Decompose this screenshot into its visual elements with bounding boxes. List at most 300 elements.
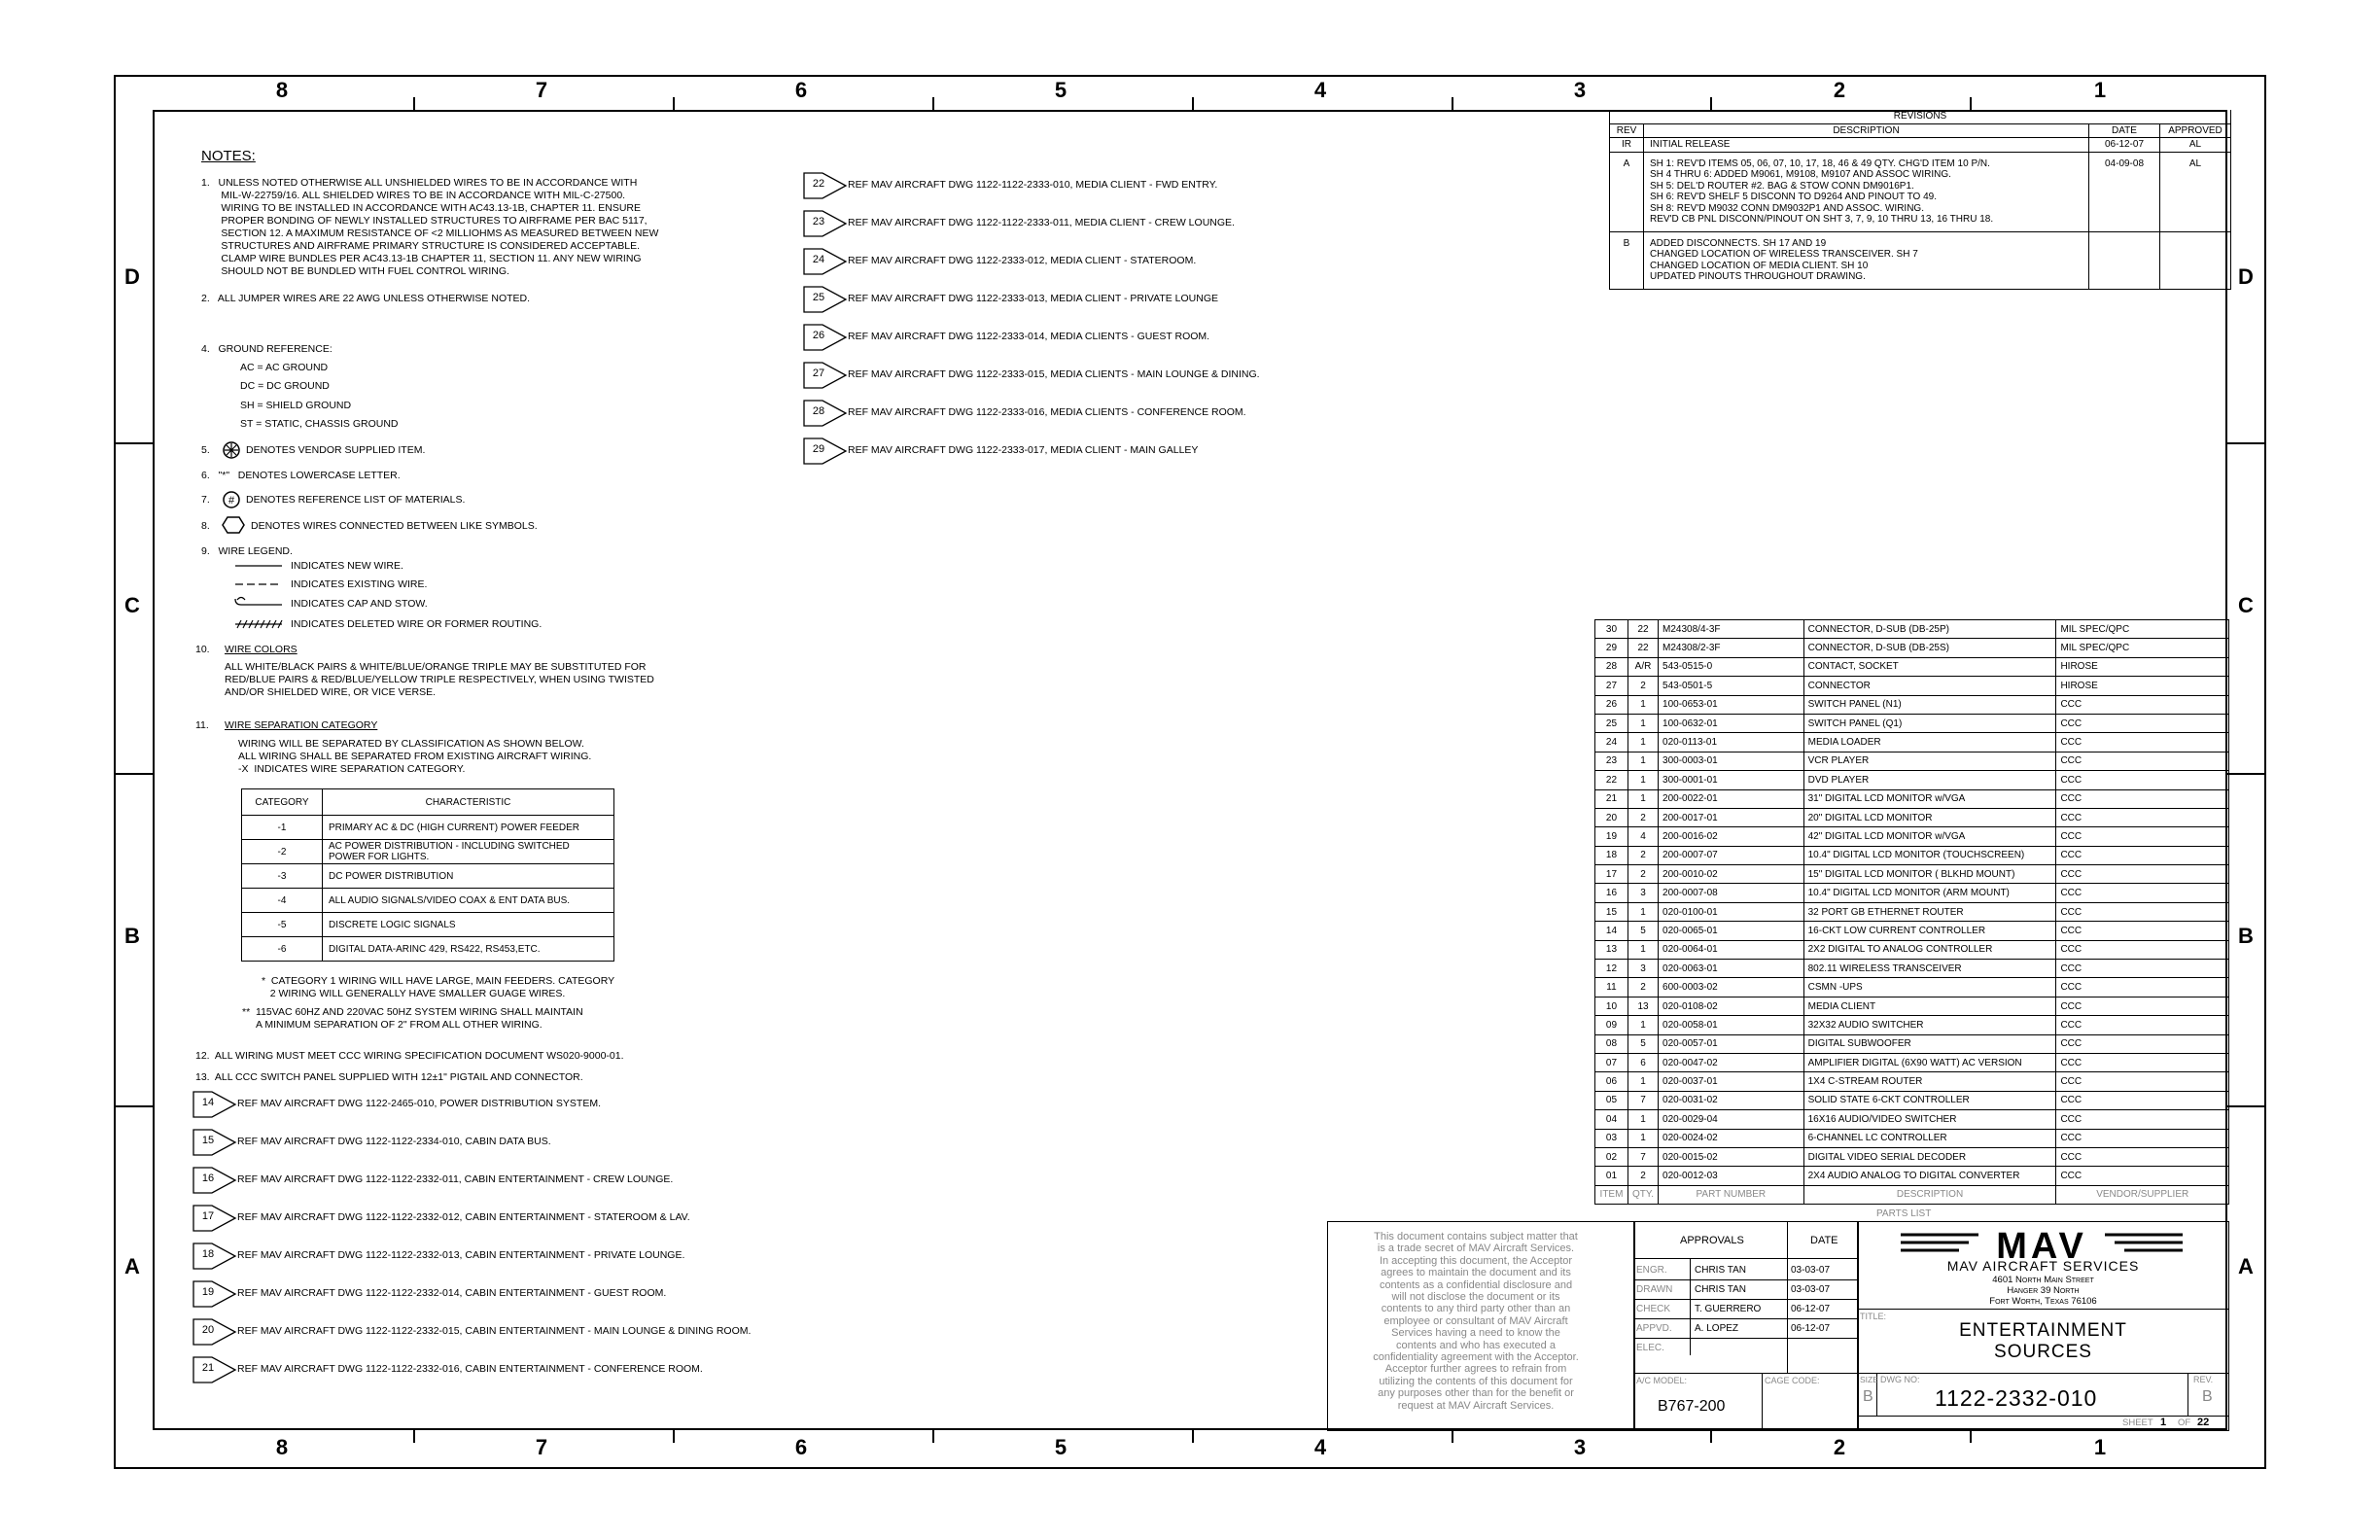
legend-cap: INDICATES CAP AND STOW. (291, 598, 428, 610)
parts-qty: 7 (1628, 1091, 1658, 1109)
parts-item: 30 (1595, 620, 1628, 639)
approval-date: 06-12-07 (1791, 1304, 1831, 1314)
zone-tick (932, 97, 934, 110)
parts-number: 020-0015-02 (1659, 1147, 1804, 1166)
revision-approved: AL (2160, 138, 2231, 153)
parts-qty: 2 (1628, 677, 1658, 695)
revision-row (1610, 152, 2231, 231)
parts-qty: 5 (1628, 1034, 1658, 1053)
parts-number: 100-0653-01 (1659, 695, 1804, 714)
parts-vendor: CCC (2056, 827, 2229, 846)
flag-number: 16 (201, 1172, 215, 1184)
zone-row-A: A (2238, 1254, 2254, 1278)
flag-number: 18 (201, 1248, 215, 1260)
parts-row (1595, 639, 2229, 657)
revision-date (2089, 231, 2160, 289)
category-row (242, 937, 614, 962)
sheet-total: 22 (2197, 1417, 2210, 1428)
parts-qty: 3 (1628, 960, 1658, 978)
category-characteristic: PRIMARY AC & DC (HIGH CURRENT) POWER FEEDER (323, 816, 614, 840)
legend-existing: INDICATES EXISTING WIRE. (291, 578, 428, 590)
flag-note-text: REF MAV AIRCRAFT DWG 1122-2333-013, MEDIA CLIENT - PRIVATE LOUNGE (848, 293, 1219, 304)
parts-qty: 4 (1628, 827, 1658, 846)
zone-column-1: 1 (2093, 1435, 2107, 1459)
sheet-number: 1 (2160, 1417, 2167, 1428)
separation-category-table (241, 788, 614, 962)
parts-description: 6-CHANNEL LC CONTROLLER (1803, 1129, 2056, 1147)
parts-row (1595, 808, 2229, 826)
parts-description: MEDIA LOADER (1803, 733, 2056, 752)
zone-tick (673, 1430, 675, 1443)
parts-vendor: MIL SPEC/QPC (2056, 620, 2229, 639)
parts-description: 20" DIGITAL LCD MONITOR (1803, 808, 2056, 826)
parts-qty: 6 (1628, 1053, 1658, 1071)
parts-item: 16 (1595, 884, 1628, 902)
parts-number: 020-0113-01 (1659, 733, 1804, 752)
approval-role: APPVD. (1636, 1323, 1672, 1334)
flag-number: 14 (201, 1097, 215, 1108)
approval-name: CHRIS TAN (1695, 1265, 1746, 1276)
parts-number: 020-0064-01 (1659, 940, 1804, 959)
parts-qty: 2 (1628, 1167, 1658, 1185)
zone-column-2: 2 (1833, 78, 1846, 102)
parts-description: CSMN -UPS (1803, 978, 2056, 997)
flag-note-text: REF MAV AIRCRAFT DWG 1122-1122-2332-011, CABIN ENTERTAINMENT - CREW LOUNGE. (237, 1173, 674, 1185)
parts-description: DIGITAL SUBWOOFER (1803, 1034, 2056, 1053)
parts-row (1595, 865, 2229, 884)
zone-column-5: 5 (1054, 1435, 1068, 1459)
note-11-num: 11. (195, 719, 209, 731)
zone-tick (2227, 1105, 2266, 1107)
parts-item: 17 (1595, 865, 1628, 884)
parts-vendor: HIROSE (2056, 677, 2229, 695)
parts-number: 200-0022-01 (1659, 789, 1804, 808)
parts-row (1595, 960, 2229, 978)
parts-vendor: CCC (2056, 1091, 2229, 1109)
note-8-num: 8. (201, 520, 210, 532)
category-row (242, 816, 614, 840)
parts-description: MEDIA CLIENT (1803, 997, 2056, 1015)
note-6: 6. "*" DENOTES LOWERCASE LETTER. (201, 470, 401, 481)
revision-description: INITIAL RELEASE (1644, 138, 2089, 153)
parts-footer-label: ITEM (1595, 1185, 1628, 1204)
parts-qty: 2 (1628, 846, 1658, 864)
parts-qty: 1 (1628, 789, 1658, 808)
zone-column-4: 4 (1313, 78, 1327, 102)
note-8-text: DENOTES WIRES CONNECTED BETWEEN LIKE SYMBOLS. (251, 520, 538, 532)
parts-vendor: CCC (2056, 1016, 2229, 1034)
parts-qty: 2 (1628, 865, 1658, 884)
zone-column-5: 5 (1054, 78, 1068, 102)
flag-note-text: REF MAV AIRCRAFT DWG 1122-1122-2332-013, CABIN ENTERTAINMENT - PRIVATE LOUNGE. (237, 1249, 685, 1261)
parts-vendor: CCC (2056, 978, 2229, 997)
flag-number: 27 (812, 368, 825, 379)
cage-code-label: CAGE CODE: (1765, 1376, 1820, 1385)
zone-column-3: 3 (1573, 1435, 1587, 1459)
flag-note-text: REF MAV AIRCRAFT DWG 1122-1122-2332-015, CABIN ENTERTAINMENT - MAIN LOUNGE & DINING ROOM. (237, 1325, 752, 1337)
parts-vendor: CCC (2056, 1072, 2229, 1091)
flag-number: 23 (812, 216, 825, 228)
note-13: 13. ALL CCC SWITCH PANEL SUPPLIED WITH 12±1" PIGTAIL AND CONNECTOR. (195, 1071, 583, 1083)
revision-letter: B (1610, 231, 1644, 289)
parts-row (1595, 695, 2229, 714)
legend-new: INDICATES NEW WIRE. (291, 560, 403, 572)
parts-number: 020-0037-01 (1659, 1072, 1804, 1091)
flag-note-24 (803, 248, 840, 275)
parts-row (1595, 997, 2229, 1015)
approval-date: 03-03-07 (1791, 1284, 1831, 1295)
parts-description: 2X2 DIGITAL TO ANALOG CONTROLLER (1803, 940, 2056, 959)
parts-number: 200-0007-07 (1659, 846, 1804, 864)
parts-item: 28 (1595, 657, 1628, 676)
parts-qty: 1 (1628, 940, 1658, 959)
parts-item: 14 (1595, 922, 1628, 940)
zone-column-7: 7 (535, 1435, 548, 1459)
approval-role: DRAWN (1636, 1284, 1673, 1295)
parts-row (1595, 846, 2229, 864)
flag-number: 28 (812, 405, 825, 417)
flag-note-text: REF MAV AIRCRAFT DWG 1122-1122-2332-014, CABIN ENTERTAINMENT - GUEST ROOM. (237, 1287, 667, 1299)
parts-qty: 1 (1628, 1016, 1658, 1034)
note-11-title: WIRE SEPARATION CATEGORY (225, 719, 378, 731)
flag-number: 29 (812, 443, 825, 455)
parts-item: 25 (1595, 714, 1628, 732)
parts-vendor: CCC (2056, 940, 2229, 959)
flag-note-20 (192, 1318, 229, 1346)
parts-row (1595, 1034, 2229, 1053)
flag-note-text: REF MAV AIRCRAFT DWG 1122-1122-2332-012, CABIN ENTERTAINMENT - STATEROOM & LAV. (237, 1211, 690, 1223)
flag-note-text: REF MAV AIRCRAFT DWG 1122-1122-2333-011, MEDIA CLIENT - CREW LOUNGE. (848, 217, 1235, 228)
drawing-title-line2: SOURCES (1994, 1342, 2092, 1362)
flag-number: 20 (201, 1324, 215, 1336)
parts-number: 200-0007-08 (1659, 884, 1804, 902)
zone-tick (1452, 1430, 1453, 1443)
category-header: CATEGORY (242, 789, 323, 816)
parts-footer-label: PART NUMBER (1659, 1185, 1804, 1204)
parts-vendor: CCC (2056, 714, 2229, 732)
parts-qty: 22 (1628, 620, 1658, 639)
revision-date: 04-09-08 (2089, 152, 2160, 231)
confidential-notice: This document contains subject matter that is a trade secret of MAV Aircraft Services. In accepting this document, the Acceptor agrees to maintain the document and its contents as a confidential disclosure and will not disclose the document or its contents to any third party other than an employee or consultant of MAV Aircraft Services having a need to know the contents and who has executed a confidentiality agreement with the Acceptor. Acceptor further agrees to refrain from utilizing the contents of this document for any purposes other than for the benefit or request at MAV Aircraft Services. (1373, 1231, 1579, 1412)
parts-list-caption: PARTS LIST (1876, 1208, 1932, 1219)
parts-vendor: CCC (2056, 733, 2229, 752)
flag-number: 15 (201, 1135, 215, 1146)
zone-tick (1710, 97, 1712, 110)
approval-name: CHRIS TAN (1695, 1284, 1746, 1295)
ground-dc: DC = DC GROUND (240, 380, 330, 392)
revision-row (1610, 231, 2231, 289)
parts-number: 300-0001-01 (1659, 771, 1804, 789)
parts-number: M24308/2-3F (1659, 639, 1804, 657)
zone-tick (2227, 442, 2266, 444)
parts-vendor: CCC (2056, 1129, 2229, 1147)
zone-column-1: 1 (2093, 78, 2107, 102)
parts-number: 543-0501-5 (1659, 677, 1804, 695)
revisions-title: REVISIONS (1610, 110, 2231, 123)
parts-number: 020-0065-01 (1659, 922, 1804, 940)
parts-number: 020-0063-01 (1659, 960, 1804, 978)
parts-vendor: CCC (2056, 808, 2229, 826)
category-characteristic: DIGITAL DATA-ARINC 429, RS422, RS453,ETC. (323, 937, 614, 962)
parts-item: 09 (1595, 1016, 1628, 1034)
size-value: B (1863, 1388, 1873, 1405)
note-5-num: 5. (201, 444, 210, 456)
parts-description: 15" DIGITAL LCD MONITOR ( BLKHD MOUNT) (1803, 865, 2056, 884)
parts-item: 03 (1595, 1129, 1628, 1147)
note-9: 9. WIRE LEGEND. (201, 545, 293, 557)
zone-tick (1970, 1430, 1972, 1443)
parts-item: 11 (1595, 978, 1628, 997)
zone-tick (932, 1430, 934, 1443)
parts-description: 802.11 WIRELESS TRANSCEIVER (1803, 960, 2056, 978)
approval-divider (1633, 1299, 1857, 1300)
zone-tick (1192, 1430, 1194, 1443)
parts-description: 32X32 AUDIO SWITCHER (1803, 1016, 2056, 1034)
parts-qty: 1 (1628, 695, 1658, 714)
vendor-symbol-icon (222, 440, 241, 460)
parts-item: 06 (1595, 1072, 1628, 1091)
revisions-block (1609, 110, 2231, 290)
category-row (242, 840, 614, 864)
zone-column-6: 6 (794, 78, 808, 102)
parts-description: DVD PLAYER (1803, 771, 2056, 789)
parts-item: 23 (1595, 752, 1628, 770)
size-label: SIZE (1860, 1375, 1878, 1384)
note-7-num: 7. (201, 494, 210, 506)
parts-description: 16X16 AUDIO/VIDEO SWITCHER (1803, 1110, 2056, 1129)
approval-date: 03-03-07 (1791, 1265, 1831, 1276)
zone-tick (1192, 97, 1194, 110)
category-header: CHARACTERISTIC (323, 789, 614, 816)
flag-note-27 (803, 362, 840, 389)
parts-vendor: CCC (2056, 1110, 2229, 1129)
parts-number: 020-0100-01 (1659, 902, 1804, 921)
approval-date: 06-12-07 (1791, 1323, 1831, 1334)
flag-note-text: REF MAV AIRCRAFT DWG 1122-1122-2334-010, CABIN DATA BUS. (237, 1136, 551, 1147)
address-2: Hanger 39 North (2007, 1285, 2080, 1296)
revision-header: DESCRIPTION (1644, 123, 2089, 138)
parts-qty: 1 (1628, 902, 1658, 921)
parts-vendor: CCC (2056, 846, 2229, 864)
flag-note-text: REF MAV AIRCRAFT DWG 1122-2333-014, MEDIA CLIENTS - GUEST ROOM. (848, 331, 1210, 342)
zone-tick (1710, 1430, 1712, 1443)
flag-note-21 (192, 1356, 229, 1383)
zone-tick (114, 773, 153, 775)
flag-note-17 (192, 1205, 229, 1232)
parts-number: 020-0108-02 (1659, 997, 1804, 1015)
parts-item: 08 (1595, 1034, 1628, 1053)
note-4: 4. GROUND REFERENCE: (201, 343, 332, 355)
parts-item: 20 (1595, 808, 1628, 826)
parts-vendor: CCC (2056, 884, 2229, 902)
parts-vendor: CCC (2056, 789, 2229, 808)
parts-description: 10.4" DIGITAL LCD MONITOR (ARM MOUNT) (1803, 884, 2056, 902)
parts-row (1595, 1072, 2229, 1091)
address-1: 4601 North Main Street (1992, 1275, 2094, 1285)
zone-tick (114, 1105, 153, 1107)
parts-description: 1X4 C-STREAM ROUTER (1803, 1072, 2056, 1091)
parts-qty: 1 (1628, 714, 1658, 732)
zone-tick (1452, 97, 1453, 110)
parts-item: 18 (1595, 846, 1628, 864)
parts-qty: 1 (1628, 1129, 1658, 1147)
zone-tick (114, 442, 153, 444)
parts-item: 10 (1595, 997, 1628, 1015)
parts-item: 01 (1595, 1167, 1628, 1185)
parts-item: 12 (1595, 960, 1628, 978)
parts-item: 21 (1595, 789, 1628, 808)
parts-vendor: CCC (2056, 1053, 2229, 1071)
approval-role: ELEC. (1636, 1343, 1664, 1353)
parts-number: 200-0017-01 (1659, 808, 1804, 826)
note-12: 12. ALL WIRING MUST MEET CCC WIRING SPECIFICATION DOCUMENT WS020-9000-01. (195, 1050, 624, 1062)
ac-model-label: A/C MODEL: (1636, 1376, 1688, 1385)
parts-qty: 1 (1628, 733, 1658, 752)
parts-description: 2X4 AUDIO ANALOG TO DIGITAL CONVERTER (1803, 1167, 2056, 1185)
parts-description: CONNECTOR, D-SUB (DB-25S) (1803, 639, 2056, 657)
parts-description: CONTACT, SOCKET (1803, 657, 2056, 676)
parts-row (1595, 620, 2229, 639)
date-label: DATE (1810, 1235, 1838, 1246)
parts-number: 200-0016-02 (1659, 827, 1804, 846)
flag-note-text: REF MAV AIRCRAFT DWG 1122-2333-017, MEDIA CLIENT - MAIN GALLEY (848, 444, 1199, 456)
revision-letter: IR (1610, 138, 1644, 153)
parts-qty: 1 (1628, 752, 1658, 770)
zone-row-B: B (124, 924, 140, 948)
parts-footer-label: DESCRIPTION (1803, 1185, 2056, 1204)
flag-note-text: REF MAV AIRCRAFT DWG 1122-2333-016, MEDIA CLIENTS - CONFERENCE ROOM. (848, 406, 1246, 418)
parts-qty: 2 (1628, 978, 1658, 997)
category-row (242, 864, 614, 889)
sheet-label: SHEET (2122, 1418, 2153, 1428)
parts-number: 020-0031-02 (1659, 1091, 1804, 1109)
revision-approved: AL (2160, 152, 2231, 231)
flag-number: 24 (812, 254, 825, 265)
parts-qty: 2 (1628, 808, 1658, 826)
zone-row-C: C (124, 593, 140, 617)
zone-row-A: A (124, 1254, 140, 1278)
parts-row (1595, 902, 2229, 921)
dwg-no-label: DWG NO: (1880, 1375, 1920, 1384)
parts-qty: 1 (1628, 1110, 1658, 1129)
flag-note-25 (803, 286, 840, 313)
parts-qty: 1 (1628, 1072, 1658, 1091)
parts-qty: 3 (1628, 884, 1658, 902)
category-row (242, 889, 614, 913)
parts-description: 31" DIGITAL LCD MONITOR w/VGA (1803, 789, 2056, 808)
parts-number: 020-0047-02 (1659, 1053, 1804, 1071)
flag-note-15 (192, 1129, 229, 1156)
zone-column-3: 3 (1573, 78, 1587, 102)
flag-note-26 (803, 324, 840, 351)
note-2: 2. ALL JUMPER WIRES ARE 22 AWG UNLESS OTHERWISE NOTED. (201, 293, 531, 304)
note-11-star: * CATEGORY 1 WIRING WILL HAVE LARGE, MAIN FEEDERS. CATEGORY 2 WIRING WILL GENERALLY HAVE SMALLER GUAGE WIRES. (262, 975, 615, 999)
hexagon-symbol-icon (222, 515, 245, 535)
flag-number: 19 (201, 1286, 215, 1298)
parts-vendor: CCC (2056, 1167, 2229, 1185)
parts-number: 300-0003-01 (1659, 752, 1804, 770)
revision-letter: A (1610, 152, 1644, 231)
parts-description: DIGITAL VIDEO SERIAL DECODER (1803, 1147, 2056, 1166)
parts-row (1595, 922, 2229, 940)
flag-note-23 (803, 210, 840, 237)
zone-column-7: 7 (535, 78, 548, 102)
parts-qty: A/R (1628, 657, 1658, 676)
address-3: Fort Worth, Texas 76106 (1989, 1296, 2097, 1307)
zone-row-D: D (2238, 264, 2254, 289)
parts-item: 02 (1595, 1147, 1628, 1166)
category-code: -4 (242, 889, 323, 913)
parts-description: AMPLIFIER DIGITAL (6X90 WATT) AC VERSION (1803, 1053, 2056, 1071)
parts-item: 29 (1595, 639, 1628, 657)
parts-number: 020-0024-02 (1659, 1129, 1804, 1147)
note-7-text: DENOTES REFERENCE LIST OF MATERIALS. (246, 494, 466, 506)
parts-item: 04 (1595, 1110, 1628, 1129)
parts-vendor: CCC (2056, 771, 2229, 789)
parts-row (1595, 1167, 2229, 1185)
parts-item: 13 (1595, 940, 1628, 959)
parts-number: 200-0010-02 (1659, 865, 1804, 884)
parts-item: 26 (1595, 695, 1628, 714)
flag-note-16 (192, 1167, 229, 1194)
note-11-text: WIRING WILL BE SEPARATED BY CLASSIFICATION AS SHOWN BELOW. ALL WIRING SHALL BE SEPARATED FROM EXISTING AIRCRAFT WIRING. -X INDICATES WIRE SEPARATION CATEGORY. (238, 738, 592, 775)
title-label: TITLE: (1860, 1312, 1887, 1321)
category-code: -3 (242, 864, 323, 889)
flag-note-19 (192, 1280, 229, 1308)
parts-list-table (1594, 619, 2229, 1205)
category-code: -6 (242, 937, 323, 962)
zone-column-8: 8 (275, 78, 289, 102)
parts-description: 16-CKT LOW CURRENT CONTROLLER (1803, 922, 2056, 940)
parts-number: 600-0003-02 (1659, 978, 1804, 997)
parts-item: 05 (1595, 1091, 1628, 1109)
parts-vendor: CCC (2056, 865, 2229, 884)
flag-note-22 (803, 172, 840, 199)
revision-row (1610, 138, 2231, 153)
zone-column-6: 6 (794, 1435, 808, 1459)
parts-item: 07 (1595, 1053, 1628, 1071)
revision-header: APPROVED (2160, 123, 2231, 138)
revision-date: 06-12-07 (2089, 138, 2160, 153)
parts-row (1595, 733, 2229, 752)
rev-label: REV. (2193, 1375, 2214, 1384)
category-characteristic: DC POWER DISTRIBUTION (323, 864, 614, 889)
note-10-text: ALL WHITE/BLACK PAIRS & WHITE/BLUE/ORANGE TRIPLE MAY BE SUBSTITUTED FOR RED/BLUE PAIRS & RED/BLUE/YELLOW TRIPLE RESPECTIVELY, WHEN USING TWISTED AND/OR SHIELDED WIRE, OR VICE VERSE. (225, 661, 654, 698)
svg-text:MAV: MAV (1996, 1227, 2087, 1266)
revision-description: ADDED DISCONNECTS. SH 17 AND 19 CHANGED LOCATION OF WIRELESS TRANSCEIVER. SH 7 CHANGED LOCATION OF MEDIA CLIENT. SH 10 UPDATED PINOUTS THROUGHOUT DRAWING. (1644, 231, 2089, 289)
flag-note-14 (192, 1091, 229, 1118)
parts-description: CONNECTOR, D-SUB (DB-25P) (1803, 620, 2056, 639)
note-10-num: 10. (195, 644, 210, 655)
legend-deleted: INDICATES DELETED WIRE OR FORMER ROUTING. (291, 618, 542, 630)
category-code: -2 (242, 840, 323, 864)
zone-tick (413, 1430, 415, 1443)
notes-title: NOTES: (201, 148, 256, 164)
parts-qty: 22 (1628, 639, 1658, 657)
zone-tick (2227, 773, 2266, 775)
flag-number: 21 (201, 1362, 215, 1374)
parts-footer-label: QTY. (1628, 1185, 1658, 1204)
category-characteristic: ALL AUDIO SIGNALS/VIDEO COAX & ENT DATA BUS. (323, 889, 614, 913)
parts-description: 32 PORT GB ETHERNET ROUTER (1803, 902, 2056, 921)
zone-column-8: 8 (275, 1435, 289, 1459)
parts-number: 100-0632-01 (1659, 714, 1804, 732)
dwg-no: 1122-2332-010 (1935, 1385, 2098, 1411)
revision-approved (2160, 231, 2231, 289)
parts-row (1595, 978, 2229, 997)
parts-item: 15 (1595, 902, 1628, 921)
parts-row (1595, 1016, 2229, 1034)
